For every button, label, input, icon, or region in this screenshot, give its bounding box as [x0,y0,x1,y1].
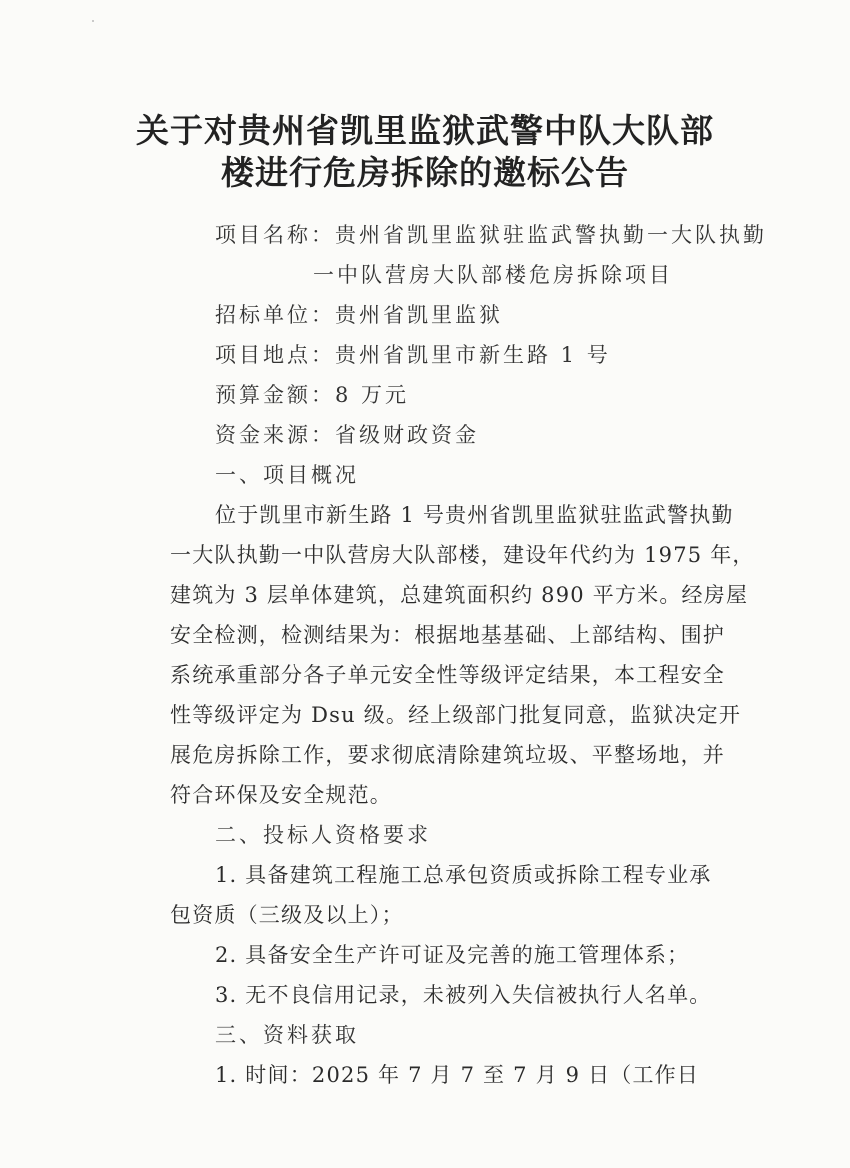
section2-item-line: 2. 具备安全生产许可证及完善的施工管理体系； [215,943,690,967]
budget-line: 预算金额：8 万元 [215,383,410,407]
project-name-line1: 项目名称：贵州省凯里监狱驻监武警执勤一大队执勤 [215,223,767,247]
location-line: 项目地点：贵州省凯里市新生路 1 号 [215,343,611,367]
section2-item-line: 包资质（三级及以上）； [170,903,404,927]
section1-paragraph-line: 一大队执勤一中队营房大队部楼，建设年代约为 1975 年， [170,543,755,567]
section1-paragraph-line: 安全检测，检测结果为：根据地基基础、上部结构、围护 [170,623,725,647]
section1-paragraph-line: 性等级评定为 Dsu 级。经上级部门批复同意，监狱决定开 [170,703,742,727]
section1-paragraph-line: 符合环保及安全规范。 [170,783,392,807]
scan-speck [92,20,94,22]
section1-paragraph-line: 建筑为 3 层单体建筑，总建筑面积约 890 平方米。经房屋 [170,583,749,607]
section2-heading: 二、投标人资格要求 [215,823,431,847]
section3-heading: 三、资料获取 [215,1023,359,1047]
document-title-line2: 楼进行危房拆除的邀标公告 [221,153,629,192]
project-name-line2: 一中队营房大队部楼危房拆除项目 [313,263,673,287]
funding-line: 资金来源：省级财政资金 [215,423,479,447]
section3-item-line: 1. 时间：2025 年 7 月 7 至 7 月 9 日（工作日 [215,1063,700,1087]
section1-paragraph-line: 系统承重部分各子单元安全性等级评定结果，本工程安全 [170,663,725,687]
document-title-line1: 关于对贵州省凯里监狱武警中队大队部 [136,111,714,150]
section1-paragraph-line: 展危房拆除工作，要求彻底清除建筑垃圾、平整场地，并 [170,743,725,767]
section1-paragraph-line: 位于凯里市新生路 1 号贵州省凯里监狱驻监武警执勤 [215,503,734,527]
tenderer-line: 招标单位：贵州省凯里监狱 [215,303,503,327]
section2-item-line: 1. 具备建筑工程施工总承包资质或拆除工程专业承 [215,863,712,887]
section1-heading: 一、项目概况 [215,463,359,487]
section2-item-line: 3. 无不良信用记录，未被列入失信被执行人名单。 [215,983,712,1007]
